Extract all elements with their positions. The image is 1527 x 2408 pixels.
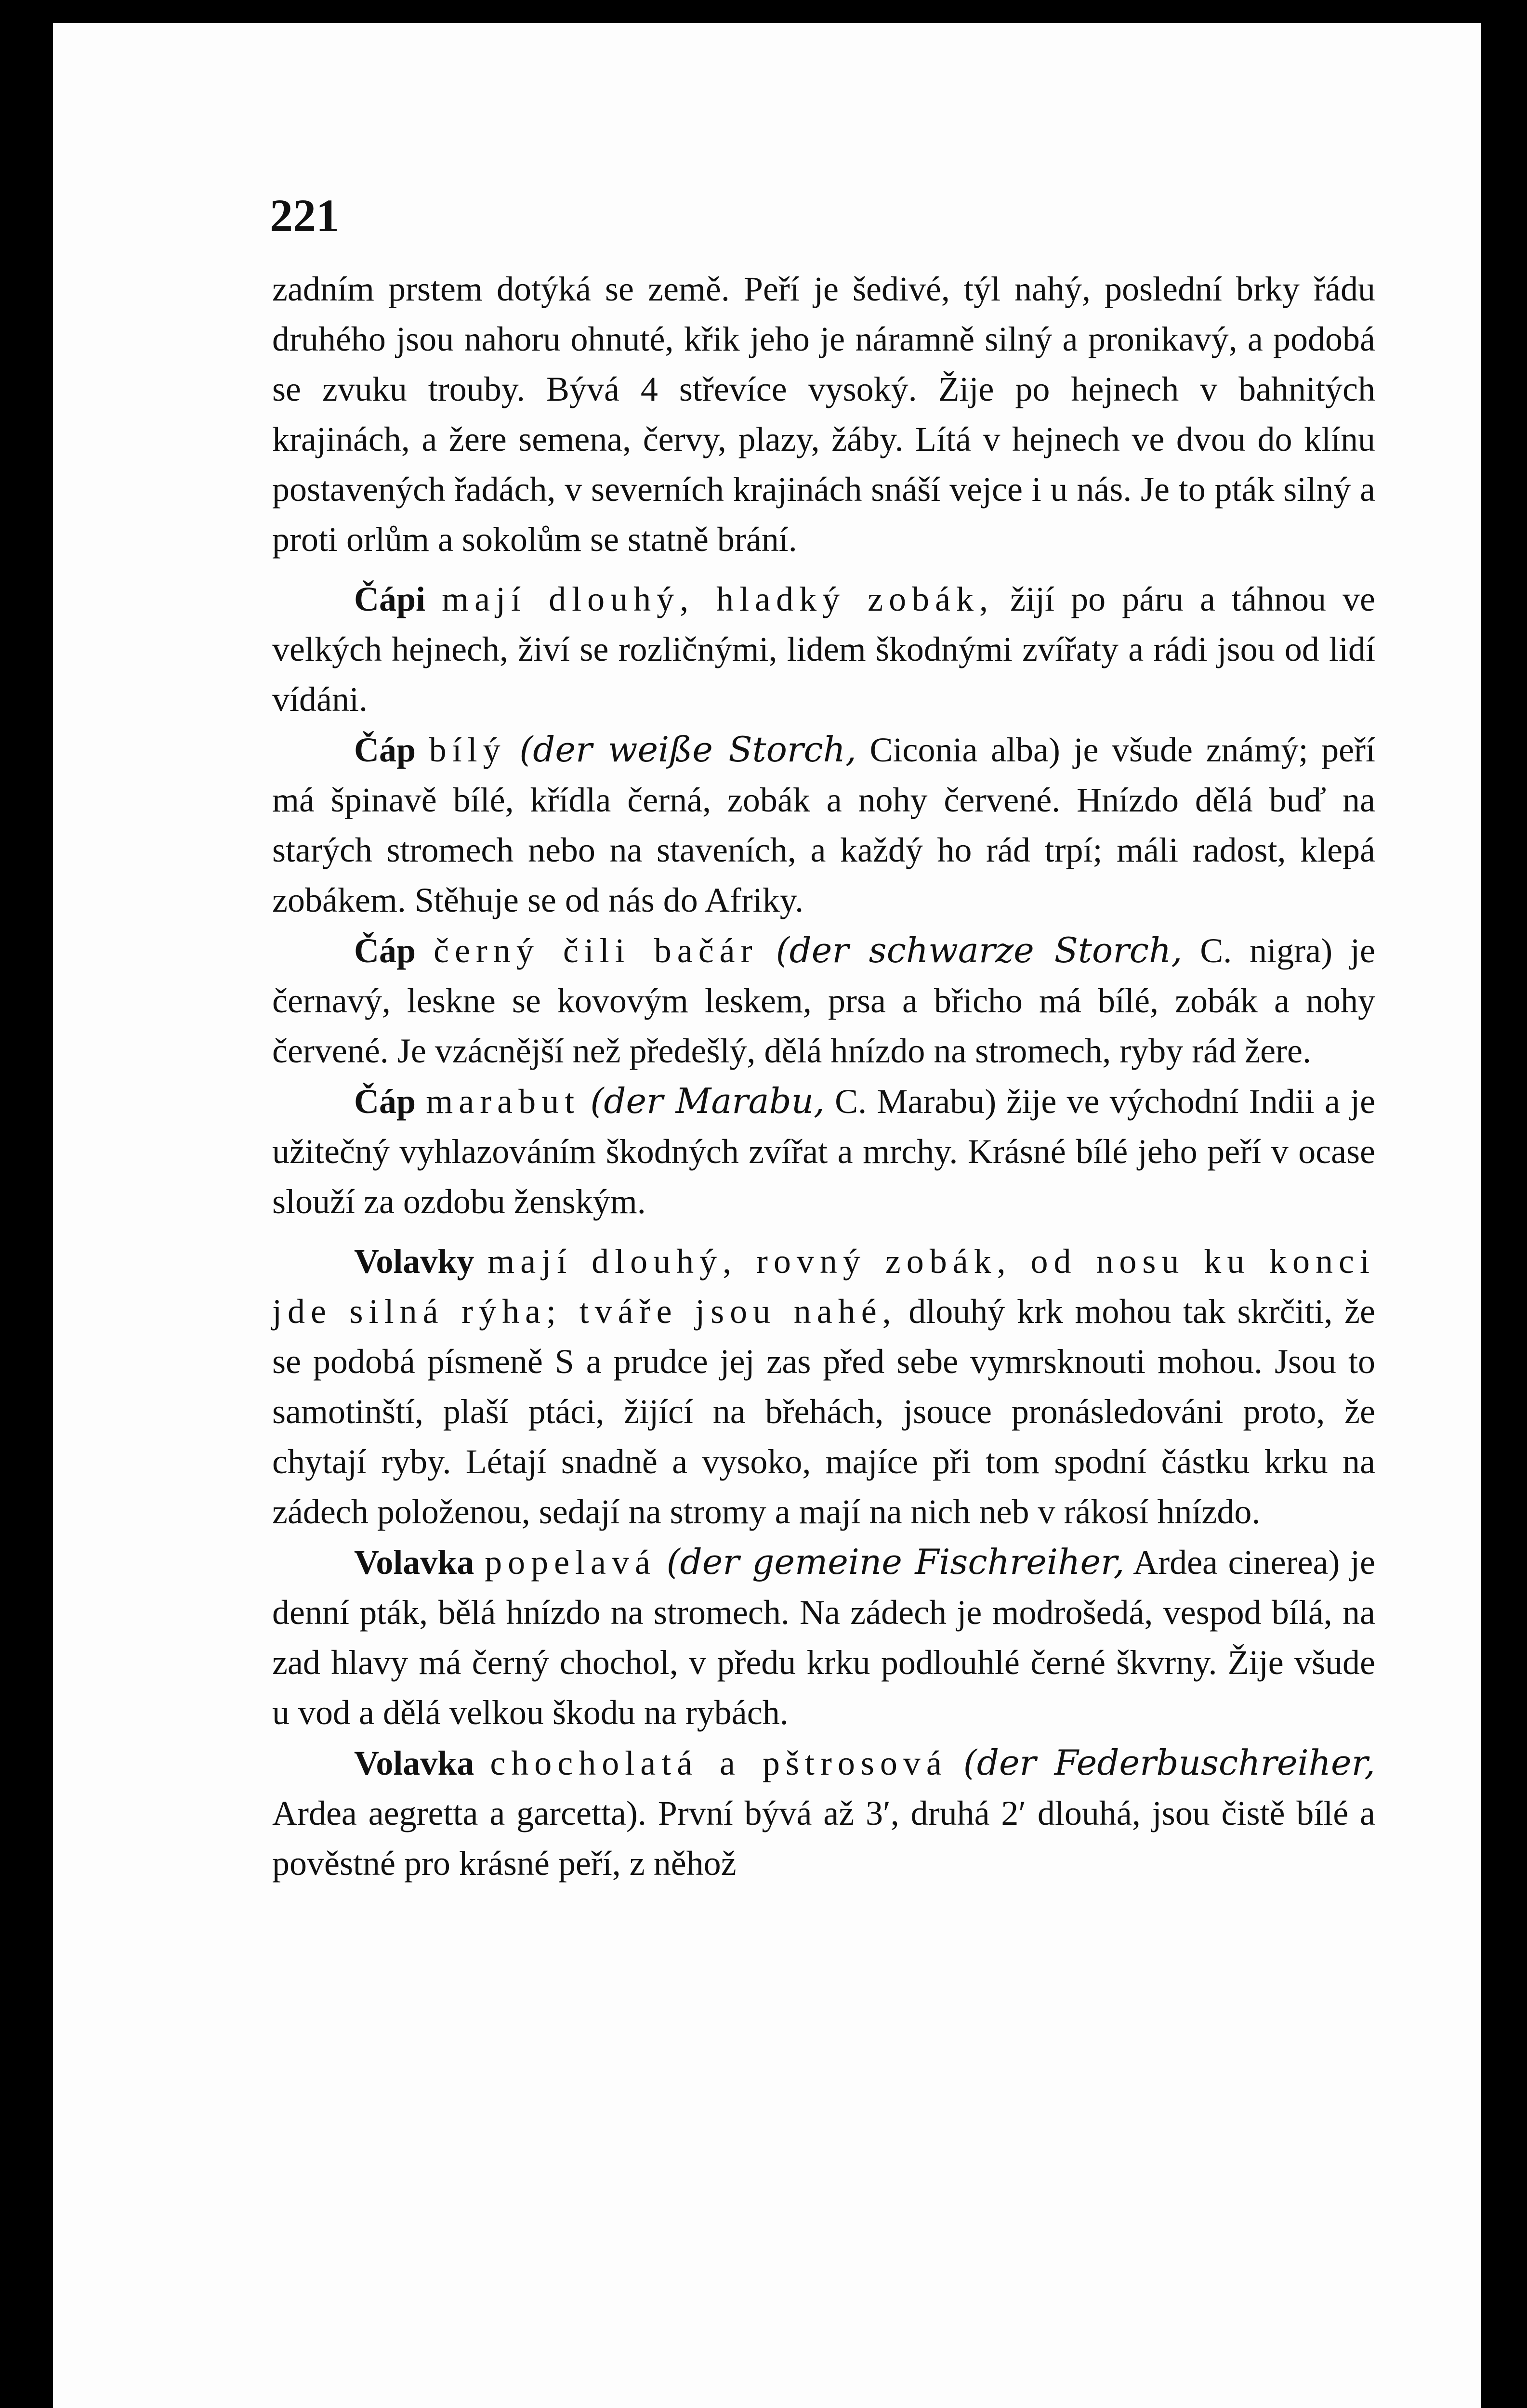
spaced-phrase: popelavá [485,1543,656,1582]
spaced-phrase: mají dlouhý, rovný zobák, od nosu ku konci jde silná rýha; tváře jsou nahé, [272,1242,1376,1331]
term-capi: Čápi [354,580,426,618]
page-number: 221 [270,190,339,241]
paragraph-7 [272,1537,1375,1738]
german-name: (der Federbuschreiher, [963,1742,1376,1783]
spaced-phrase: bílý [429,731,506,769]
paragraph-4 [272,925,1375,1076]
paragraph-text: Ardea aegretta a garcetta). První bývá až 3′, druhá 2′ dlouhá, jsou čistě bílé a pověstné pro krásné peří, z něhož [272,1794,1375,1883]
term-volavka-popelava: Volavka [354,1543,474,1582]
german-name: (der schwarze Storch, [776,930,1183,970]
spaced-phrase: marabut [426,1082,580,1121]
spaced-phrase: mají dlouhý, hladký zobák, [442,580,994,618]
scan-border-right [1481,0,1527,2408]
german-name: (der Marabu, [590,1081,825,1121]
term-cap-bily: Čáp [354,731,416,769]
paragraph-text: Ciconia alba) je všude známý; peří má špinavě bílé, křídla černá, zobák a nohy červené. Hnízdo dělá buď na starých stromech nebo na staveních, a každý ho rád trpí; máli radost, klepá zobákem. Stěhuje se od nás do Afriky. [272,731,1376,919]
paragraph-8 [272,1738,1375,1888]
paragraph-3 [272,724,1375,925]
term-volavky: Volavky [354,1242,474,1281]
term-cap-marabut: Čáp [354,1082,416,1121]
scan-border-top [0,0,1527,23]
spaced-phrase: chocholatá a pštrosová [490,1744,948,1782]
paragraph-2 [272,574,1375,724]
term-volavka-chocholata: Volavka [354,1744,474,1782]
paragraph-5 [272,1076,1375,1227]
paragraph-6 [272,1236,1375,1537]
paragraph-text: dlouhý krk mohou tak skrčiti, že se podobá písmeně S a prudce jej zas před sebe vymrsknouti mohou. Jsou to samotinští, plaší ptáci, žijící na břehách, jsouce pronásledováni proto, že chytají ryby. Létají snadně a vysoko, majíce při tom spodní částku krku na zádech položenou, sedají na stromy a mají na nich neb v rákosí hnízdo. [272,1292,1376,1531]
paragraph-text: žijí po páru a táhnou ve velkých hejnech, živí se rozličnými, lidem škodnými zvířaty a rádi jsou od lidí vídáni. [272,580,1375,719]
term-cap-cerny: Čáp [354,931,416,970]
spaced-phrase: černý čili bačár [434,931,758,970]
paragraph-text: C. Marabu) žije ve východní Indii a je užitečný vyhlazováním škodných zvířat a mrchy. Krásné bílé jeho peří v ocase slouží za ozdobu ženským. [272,1082,1376,1221]
paragraph-text: C. nigra) je černavý, leskne se kovovým leskem, prsa a břicho má bílé, zobák a nohy červené. Je vzácnější než předešlý, dělá hnízdo na stromech, ryby rád žere. [272,931,1375,1070]
paragraph-text: Ardea cinerea) je denní pták, bělá hnízdo na stromech. Na zádech je modrošedá, vespod bílá, na zad hlavy má černý chochol, v předu krku podlouhlé černé škvrny. Žije všude u vod a dělá velkou škodu na rybách. [272,1543,1375,1732]
german-name: (der gemeine Fischreiher, [666,1542,1125,1582]
german-name: (der weiße Storch, [519,729,856,770]
body-text [272,264,1375,1888]
paragraph-1: zadním prstem dotýká se země. Peří je šedivé, týl nahý, poslední brky řádu druhého jsou nahoru ohnuté, křik jeho je náramně silný a pronikavý, a podobá se zvuku trouby. Bývá 4 střevíce vysoký. Žije po hejnech v bahnitých krajinách, a žere semena, červy, plazy, žáby. Lítá v hejnech ve dvou do klínu postavených řadách, v severních krajinách snáší vejce i u nás. Je to pták silný a proti orlům a sokolům se statně brání. [272,270,1375,559]
scan-border-left [0,0,53,2408]
